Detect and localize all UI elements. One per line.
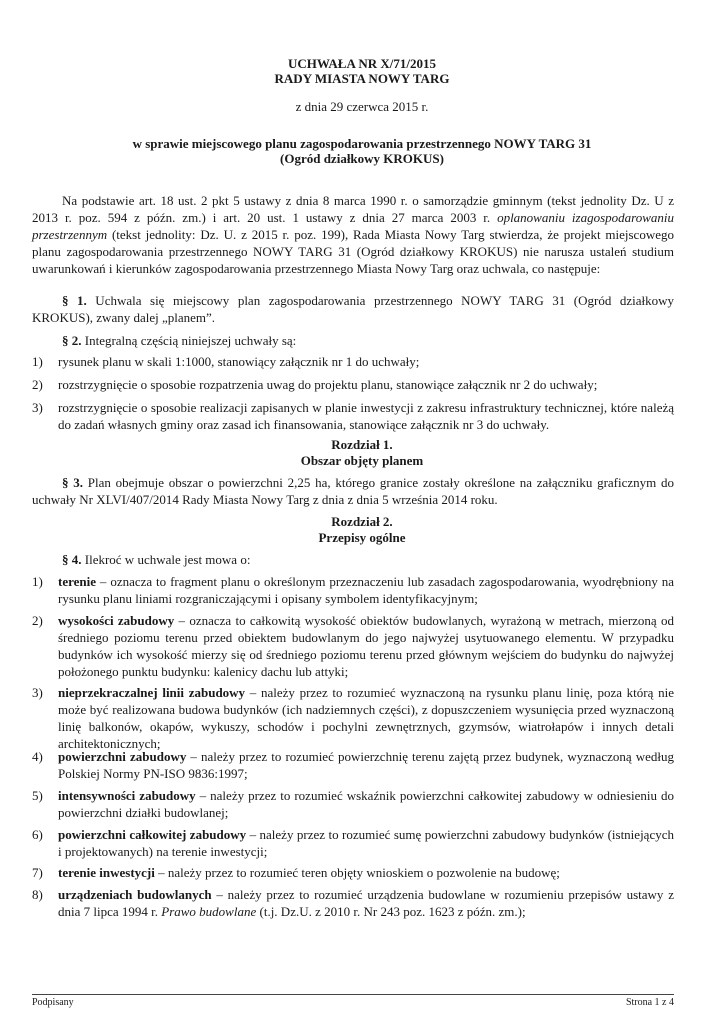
item-number: 2): [32, 613, 43, 628]
definition-text: – należy przez to rozumieć teren objęty wnioskiem o pozwolenie na budowę;: [154, 865, 560, 880]
chapter-1-title: Obszar objęty planem: [300, 453, 424, 468]
paragraph-2-text: Integralną częścią niniejszej uchwały są:: [81, 333, 297, 348]
paragraph-3-text: Plan obejmuje obszar o powierzchni 2,25 ha, którego granice zostały określone na załączniku graficznym do uchwały Nr XLVI/407/2014 Rady Miasta Nowy Targ z dnia z dnia 5 września 2014 roku.: [32, 475, 675, 507]
item-text: rozstrzygnięcie o sposobie realizacji zapisanych w planie inwestycji z zakresu infrastruktury technicznej, które należą do zadań własnych gminy oraz zasad ich finansowania, stanowiące załącznik nr 3 do uchwały.: [58, 400, 674, 432]
item-number: 3): [32, 400, 43, 415]
preamble: [32, 192, 674, 277]
list-item: [32, 376, 674, 393]
definition-term: terenie: [58, 574, 97, 589]
resolution-date: z dnia 29 czerwca 2015 r.: [295, 99, 429, 114]
definition-text: – oznacza to fragment planu o określonym przeznaczeniu lub zasadach zagospodarowania, wyodrębniony na rysunku planu liniami rozgraniczającymi i opisany symbolem identyfikacyjnym;: [58, 574, 674, 606]
preamble-text-1: Na podstawie art. 18 ust. 2 pkt 5 ustawy z dnia 8 marca 1990 r. o samorządzie gminnym (tekst jednolity Dz. U z 2013 r. poz. 594 z późn. zm.) i art. 20 ust. 1 ustawy z dnia 27 marca 2003 r.: [32, 193, 674, 225]
paragraph-2: [32, 332, 674, 349]
definition-term: powierzchni całkowitej zabudowy: [58, 827, 247, 842]
preamble-act-title: oplanowaniu izagospodarowaniu przestrzennym: [32, 210, 674, 242]
item-text: rozstrzygnięcie o sposobie rozpatrzenia uwag do projektu planu, stanowiące załącznik nr 2 do uchwały;: [58, 377, 598, 392]
definition-text: – należy przez to rozumieć urządzenia budowlane w rozumieniu przepisów ustawy z dnia 7 lipca 1994 r.: [58, 887, 674, 919]
item-number: 3): [32, 685, 43, 700]
item-number: 1): [32, 574, 43, 589]
definition-text: – należy przez to rozumieć wskaźnik powierzchni całkowitej zabudowy w odniesieniu do powierzchni działki budowlanej;: [58, 788, 674, 820]
footer-signed: Podpisany: [32, 997, 74, 1008]
subject-line-1: w sprawie miejscowego planu zagospodarowania przestrzennego NOWY TARG 31: [132, 136, 592, 151]
item-number: 5): [32, 788, 43, 803]
footer-divider: [32, 994, 674, 995]
paragraph-4-text: Ilekroć w uchwale jest mowa o:: [81, 552, 251, 567]
item-number: 7): [32, 865, 43, 880]
paragraph-3-label: § 3.: [62, 475, 83, 490]
paragraph-2-label: § 2.: [62, 333, 82, 348]
list-item: [32, 399, 674, 433]
definition-term: terenie inwestycji: [58, 865, 155, 880]
definition-item: [32, 826, 674, 860]
item-number: 6): [32, 827, 43, 842]
chapter-2-title: Przepisy ogólne: [318, 530, 406, 545]
definition-item: [32, 787, 674, 821]
definition-item: [32, 864, 674, 881]
definition-term: urządzeniach budowlanych: [58, 887, 212, 902]
definition-item: [32, 748, 674, 782]
chapter-2-number: Rozdział 2.: [331, 514, 393, 529]
definition-item: [32, 573, 674, 607]
paragraph-4: [32, 551, 674, 568]
item-number: 2): [32, 377, 43, 392]
definition-term: intensywności zabudowy: [58, 788, 196, 803]
definition-item: [32, 886, 674, 920]
preamble-text-2: (tekst jednolity: Dz. U. z 2015 r. poz. 199), Rada Miasta Nowy Targ stwierdza, że projekt miejscowego planu zagospodarowania przestrzennego NOWY TARG 31 (Ogród działkowy KROKUS) nie narusza ustaleń studium uwarunkowań i kierunków zagospodarowania przestrzennego Miasta Nowy Targ oraz uchwala, co następuje:: [32, 227, 674, 276]
definition-item: [32, 612, 674, 680]
paragraph-1-label: § 1.: [62, 293, 87, 308]
definition-term: powierzchni zabudowy: [58, 749, 187, 764]
chapter-1-number: Rozdział 1.: [331, 437, 393, 452]
definition-text: – należy przez to rozumieć wyznaczoną na rysunku planu linię, poza którą nie może być realizowana budowa budynków (ich nadziemnych części), z dopuszczeniem wysunięcia przed wyznaczoną linię balkonów, okapów, wykuszy, schodów i pochylni zewnętrznych, gzymsów, wiatrołapów i innych detali architektonicznych;: [58, 685, 674, 751]
paragraph-1: [32, 292, 674, 326]
paragraph-4-label: § 4.: [62, 552, 82, 567]
definition-item: [32, 684, 674, 752]
act-title: Prawo budowlane: [161, 904, 257, 919]
item-number: 8): [32, 887, 43, 902]
definition-text: – oznacza to całkowitą wysokość obiektów budowlanych, wyrażoną w metrach, mierzoną od średniego poziomu terenu przed obiektem budowlanym do jego najwyżej usytuowanego elementu. W przypadku budynków ich wysokość mierzy się od średniego poziomu terenu przed głównym wejściem do budynku do najwyżej położonego punktu budynku: kalenicy dachu lub attyki;: [58, 613, 674, 679]
paragraph-3: [32, 474, 674, 508]
footer-page-number: Strona 1 z 4: [625, 997, 674, 1008]
subject-line-2: (Ogród działkowy KROKUS): [280, 151, 444, 166]
definition-tail: (t.j. Dz.U. z 2010 r. Nr 243 poz. 1623 z późn. zm.);: [256, 904, 526, 919]
definition-term: wysokości zabudowy: [58, 613, 175, 628]
paragraph-1-text: Uchwala się miejscowy plan zagospodarowania przestrzennego NOWY TARG 31 (Ogród działkowy KROKUS), zwany dalej „planem”.: [32, 293, 675, 325]
item-number: 1): [32, 354, 43, 369]
resolution-title: UCHWAŁA NR X/71/2015: [287, 56, 437, 71]
definition-text: – należy przez to rozumieć sumę powierzchni zabudowy budynków (istniejących i projektowanych) na terenie inwestycji;: [58, 827, 674, 859]
list-item: [32, 353, 674, 370]
definition-term: nieprzekraczalnej linii zabudowy: [58, 685, 246, 700]
council-name: RADY MIASTA NOWY TARG: [274, 71, 450, 86]
item-number: 4): [32, 749, 43, 764]
item-text: rysunek planu w skali 1:1000, stanowiący załącznik nr 1 do uchwały;: [58, 354, 420, 369]
definition-text: – należy przez to rozumieć powierzchnię terenu zajętą przez budynek, wyznaczoną według Polskiej Normy PN-ISO 9836:1997;: [58, 749, 674, 781]
